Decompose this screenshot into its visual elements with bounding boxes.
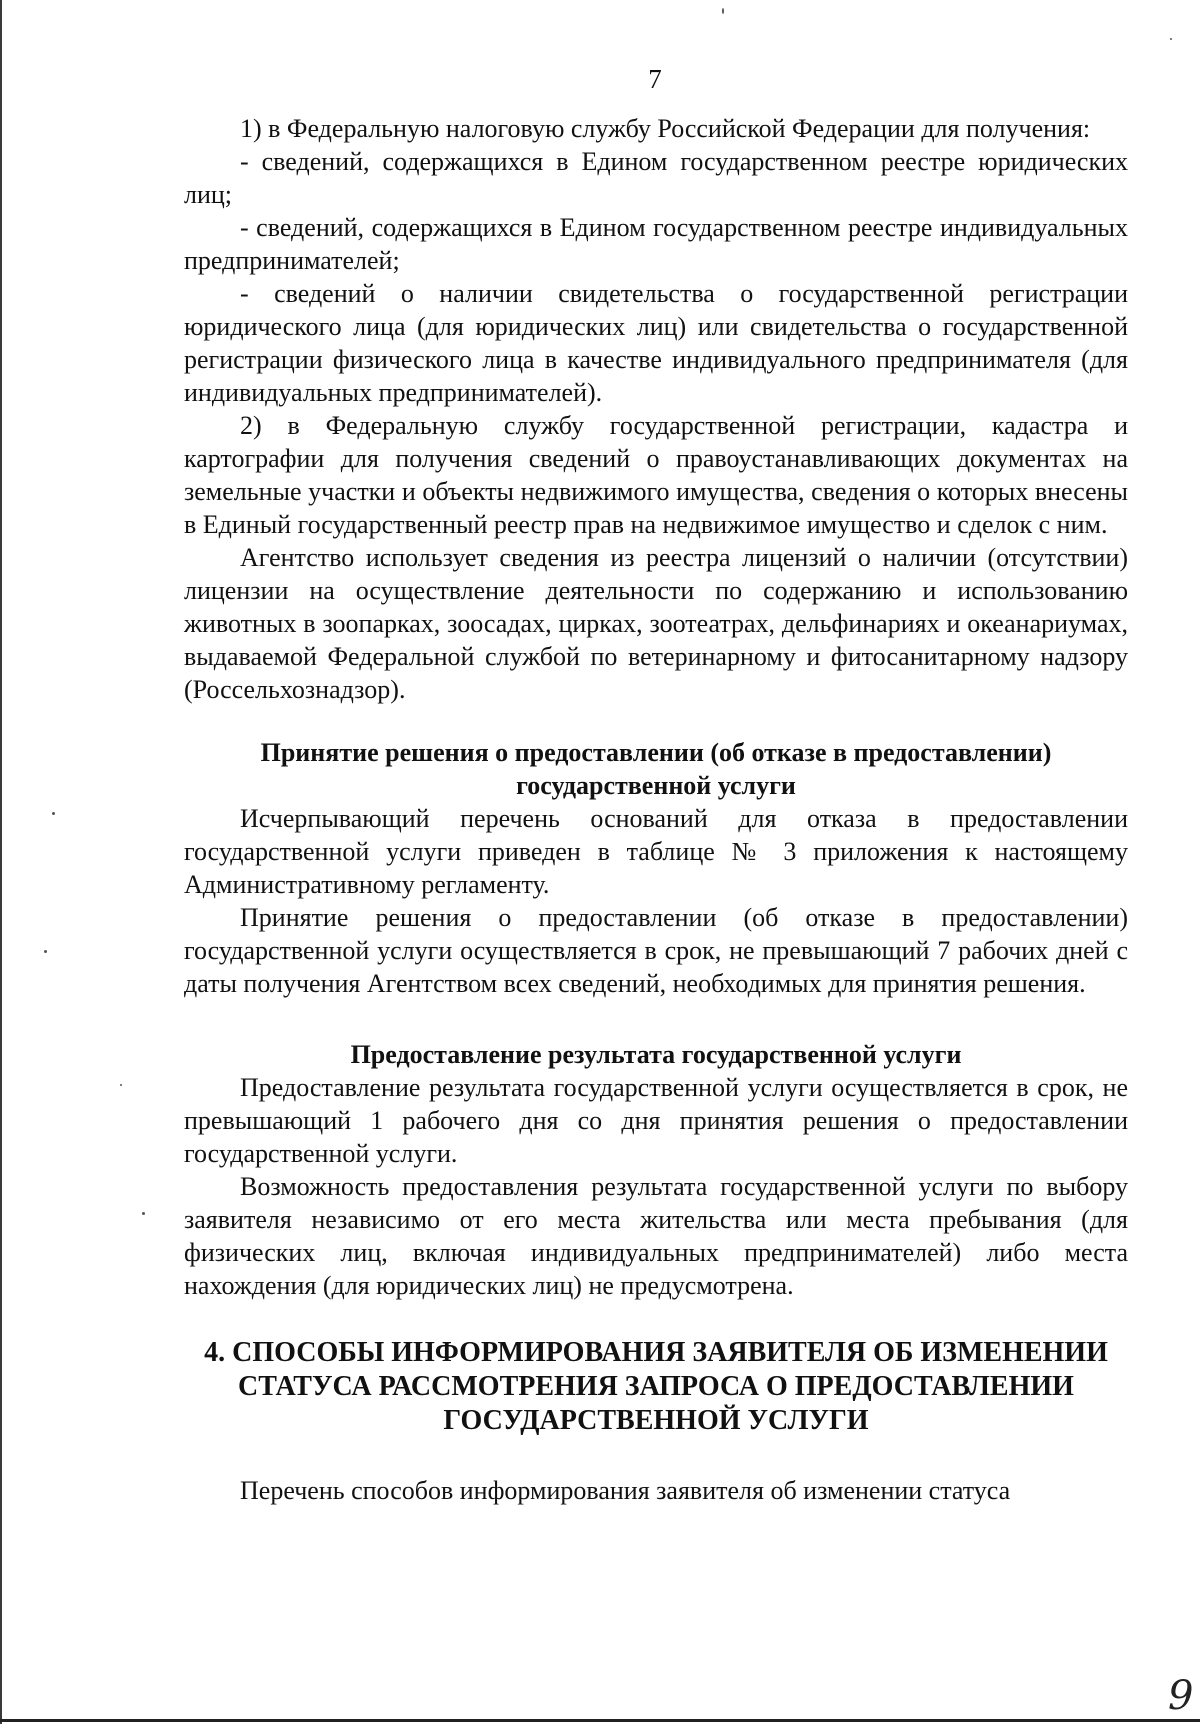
- paragraph-decision-term: Принятие решения о предоставлении (об отказе в предоставлении) государственной услуги осуществляется в срок, не превышающий 7 рабочих дней с даты получения Агентством всех сведений, необходимых для принятия решения.: [184, 903, 1128, 998]
- page-number: 7: [648, 64, 662, 94]
- heading-result: Предоставление результата государственной услуги: [350, 1040, 962, 1069]
- scan-speck: [44, 950, 47, 953]
- heading-section-4: 4. СПОСОБЫ ИНФОРМИРОВАНИЯ ЗАЯВИТЕЛЯ ОБ ИЗМЕНЕНИИ СТАТУСА РАССМОТРЕНИЯ ЗАПРОСА О ПРЕДОСТАВЛЕНИИ ГОСУДАРСТВЕННОЙ УСЛУГИ: [204, 1337, 1108, 1436]
- paragraph-license-registry: Агентство использует сведения из реестра лицензий о наличии (отсутствии) лицензии на осуществление деятельности по содержанию и использованию животных в зоопарках, зоосадах, цирках, зоотеатрах, дельфинариях и океанариумах, выдаваемой Федеральной службой по ветеринарному и фитосанитарному надзору (Россельхознадзор).: [184, 543, 1128, 704]
- heading-decision: Принятие решения о предоставлении (об отказе в предоставлении) государственной услуги: [260, 738, 1052, 800]
- list-item-egrip: - сведений, содержащихся в Едином государственном реестре индивидуальных предпринимателей;: [184, 213, 1128, 275]
- scan-speck: [120, 1084, 122, 1086]
- scan-speck: [52, 812, 55, 815]
- scan-edge-bottom: [0, 1719, 1200, 1722]
- list-item-egrul: - сведений, содержащихся в Едином государственном реестре юридических лиц;: [184, 147, 1128, 209]
- paragraph-result-place: Возможность предоставления результата государственной услуги по выбору заявителя независимо от его места жительства или места пребывания (для физических лиц, включая индивидуальных предпринимателей) либо места нахождения (для юридических лиц) не предусмотрена.: [184, 1172, 1128, 1300]
- handwritten-page-mark: 9: [1168, 1673, 1194, 1719]
- paragraph-rosreestr: 2) в Федеральную службу государственной регистрации, кадастра и картографии для получения сведений о правоустанавливающих документах на земельные участки и объекты недвижимого имущества, сведения о которых внесены в Единый государственный реестр прав на недвижимое имущество и сделок с ним.: [184, 411, 1128, 539]
- paragraph-informing-methods: Перечень способов информирования заявителя об изменении статуса: [240, 1476, 1011, 1505]
- scan-speck: [1170, 38, 1172, 40]
- list-item-certificate: - сведений о наличии свидетельства о государственной регистрации юридического лица (для юридических лиц) или свидетельства о государственной регистрации физического лица в качестве индивидуального предпринимателя (для индивидуальных предпринимателей).: [184, 279, 1128, 407]
- scan-edge-left: [0, 0, 2, 1724]
- paragraph-refusal-grounds: Исчерпывающий перечень оснований для отказа в предоставлении государственной услуги приведен в таблице № 3 приложения к настоящему Административному регламенту.: [184, 804, 1128, 899]
- scan-speck: [722, 8, 724, 14]
- document-body: [184, 112, 1128, 1507]
- paragraph-fns: 1) в Федеральную налоговую службу Российской Федерации для получения:: [240, 114, 1091, 143]
- paragraph-result-term: Предоставление результата государственной услуги осуществляется в срок, не превышающий 1 рабочего дня со дня принятия решения о предоставлении государственной услуги.: [184, 1073, 1128, 1168]
- scan-speck: [142, 1212, 145, 1215]
